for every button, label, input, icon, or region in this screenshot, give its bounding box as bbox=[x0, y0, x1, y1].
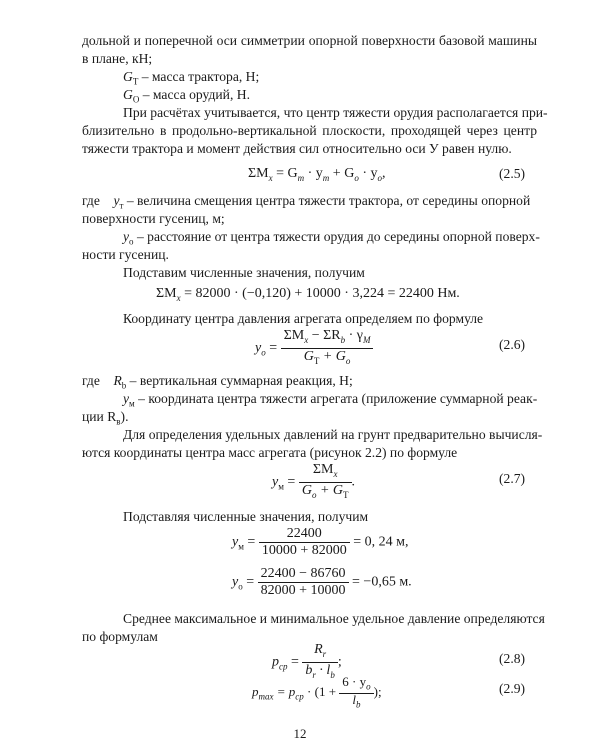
equation-number: (2.8) bbox=[499, 651, 526, 666]
text-line: Подставляя численные значения, получим bbox=[123, 509, 369, 524]
text-line: ности гусениц. bbox=[82, 247, 169, 262]
text-line: тяжести трактора и момент действия сил относительно оси У равен нулю. bbox=[82, 141, 512, 156]
equation-number: (2.5) bbox=[499, 166, 526, 181]
text-line: в плане, кН; bbox=[82, 51, 153, 66]
equation-2-6: $y_о$ = $\frac{\Sigma M_x - \Sigma R_b \cdot \gamma_M}{G_Т + G_o}$ bbox=[255, 328, 373, 369]
text-line: Среднее максимальное и минимальное удельное давление определяются bbox=[123, 611, 545, 626]
text-line: $G_О$ – масса орудий, Н. bbox=[123, 87, 250, 105]
text-line: по формулам bbox=[82, 629, 158, 644]
text-line: поверхности гусениц, м; bbox=[82, 211, 225, 226]
text-line: ются координаты центра масс агрегата (рисунок 2.2) по формуле bbox=[82, 445, 458, 460]
text-line: где $R_b$ – вертикальная суммарная реакция, Н; bbox=[82, 373, 353, 391]
equation-2-8: $p_{cp}$ = $\frac{R_r}{b_r \cdot l_b}$ ; bbox=[272, 642, 342, 683]
page-number: 12 bbox=[293, 726, 307, 741]
text-line: $G_Т$ – масса трактора, Н; bbox=[123, 69, 260, 87]
equation-2-9: $p_{max} = p_{cp} \cdot (1$ + $\frac{6 \cdot y_o}{l_b}$ ); bbox=[252, 674, 382, 710]
text-line: При расчётах учитывается, что центр тяжести орудия располагается при- bbox=[123, 105, 548, 120]
text-line: дольной и поперечной оси симметрии опорной поверхности базовой машины bbox=[82, 33, 537, 48]
text-line: $y_м$ – координата центра тяжести агрегата (приложение суммарной реак- bbox=[123, 391, 538, 409]
text-line: ции $R_в$). bbox=[82, 409, 129, 427]
equation-number: (2.6) bbox=[499, 337, 526, 352]
calculation-ym: $y_м$ = $\frac{22400}{10000 + 82000}$ = 0, 24 м, bbox=[232, 526, 409, 558]
text-line: где $y_т$ – величина смещения центра тяжести трактора, от середины опорной bbox=[82, 193, 531, 211]
text-line: Подставим численные значения, получим bbox=[123, 265, 365, 280]
text-line: близительно в продольно-вертикальной плоскости, проходящей через центр bbox=[82, 123, 537, 138]
text-line: $y_о$ – расстояние от центра тяжести орудия до середины опорной поверх- bbox=[123, 229, 540, 247]
calculation-yo: $y_о$ = $\frac{22400 - 86760}{82000 + 10000}$ = −0,65 м. bbox=[232, 566, 412, 598]
equation-2-7: $y_м$ = $\frac{\Sigma M_x}{G_o + G_Т}$ . bbox=[272, 462, 355, 503]
calculation-moment: $\Sigma M_x = 82000 \cdot (-0,120) + 10000 \cdot 3,224 = 22400$ Нм. bbox=[156, 286, 460, 303]
text-line: Для определения удельных давлений на грунт предварительно вычисля- bbox=[123, 427, 543, 442]
text-line: Координату центра давления агрегата определяем по формуле bbox=[123, 311, 484, 326]
equation-number: (2.9) bbox=[499, 681, 526, 696]
equation-number: (2.7) bbox=[499, 471, 526, 486]
equation-2-5: $\Sigma M_x = G_m \cdot y_m + G_o \cdot y_o$, bbox=[248, 166, 386, 183]
